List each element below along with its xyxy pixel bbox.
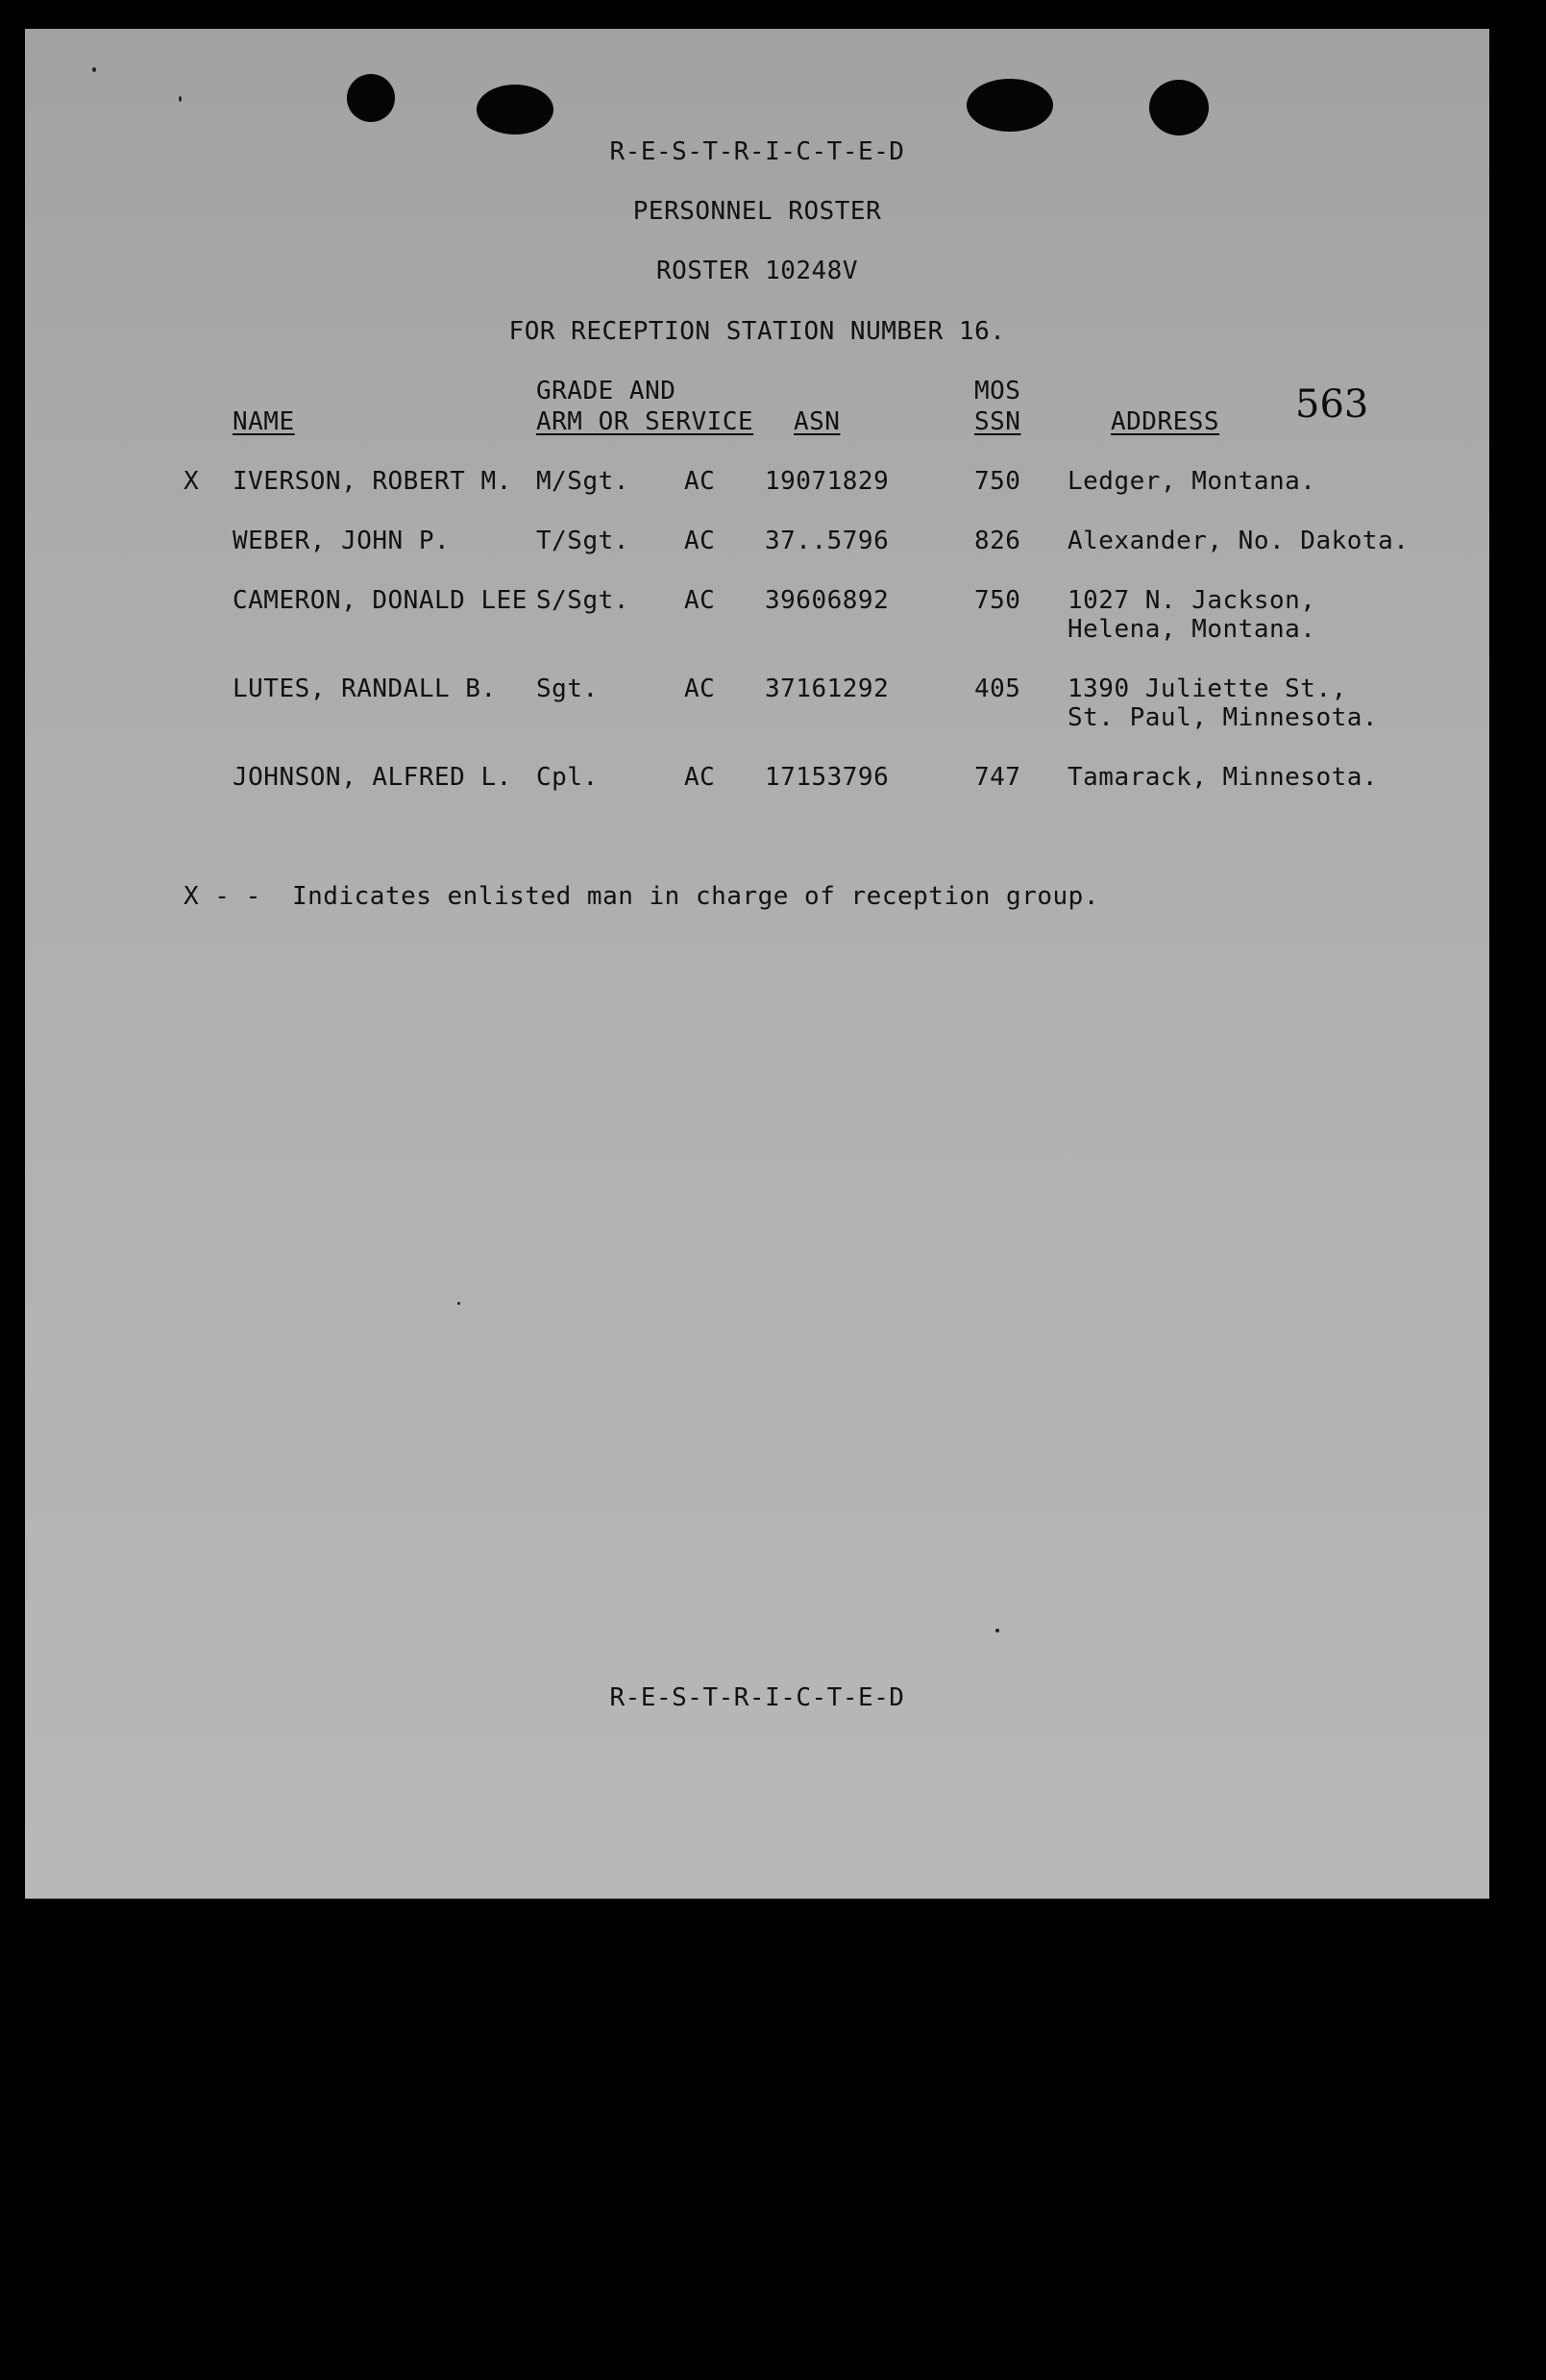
- row-address-line2: Helena, Montana.: [1067, 615, 1316, 644]
- table-row: [25, 467, 1489, 525]
- table-row: [25, 675, 1489, 732]
- row-grade: S/Sgt.: [536, 586, 629, 615]
- speck: [179, 96, 182, 102]
- row-grade: T/Sgt.: [536, 527, 629, 555]
- row-arm: AC: [684, 467, 716, 496]
- row-asn: 17153796: [765, 763, 890, 792]
- speck: [995, 1629, 999, 1632]
- station-line: FOR RECEPTION STATION NUMBER 16.: [508, 317, 1006, 346]
- page-number-stamp: 563: [1295, 382, 1369, 427]
- row-asn: 37161292: [765, 675, 890, 703]
- row-ssn: 750: [974, 467, 1021, 496]
- row-arm: AC: [684, 675, 716, 703]
- row-address-line2: St. Paul, Minnesota.: [1067, 703, 1379, 732]
- punch-hole: [967, 79, 1053, 132]
- row-address-line1: Alexander, No. Dakota.: [1067, 527, 1410, 555]
- row-grade: M/Sgt.: [536, 467, 629, 496]
- restricted-header: R-E-S-T-R-I-C-T-E-D: [609, 137, 905, 166]
- speck: [457, 1302, 460, 1305]
- footnote-text: Indicates enlisted man in charge of reception group.: [292, 882, 1099, 911]
- row-grade: Sgt.: [536, 675, 599, 703]
- punch-hole: [477, 85, 553, 135]
- row-ssn: 750: [974, 586, 1021, 615]
- row-asn: 37..5796: [765, 527, 890, 555]
- restricted-footer: R-E-S-T-R-I-C-T-E-D: [609, 1683, 905, 1712]
- column-header-grade-top: GRADE AND: [536, 377, 676, 405]
- row-name: CAMERON, DONALD LEE: [233, 586, 528, 615]
- row-name: WEBER, JOHN P.: [233, 527, 451, 555]
- row-name: JOHNSON, ALFRED L.: [233, 763, 512, 792]
- row-ssn: 747: [974, 763, 1021, 792]
- column-header-asn: ASN: [794, 407, 841, 436]
- table-row: [25, 763, 1489, 821]
- document-title: PERSONNEL ROSTER: [632, 197, 882, 226]
- document-page: [25, 29, 1489, 1899]
- row-ssn: 826: [974, 527, 1021, 555]
- row-arm: AC: [684, 586, 716, 615]
- row-address-line1: 1027 N. Jackson,: [1067, 586, 1316, 615]
- row-arm: AC: [684, 527, 716, 555]
- row-address-line1: 1390 Juliette St.,: [1067, 675, 1347, 703]
- punch-hole: [1149, 80, 1209, 135]
- row-name: LUTES, RANDALL B.: [233, 675, 497, 703]
- column-header-ssn: SSN: [974, 407, 1021, 436]
- row-asn: 19071829: [765, 467, 890, 496]
- row-asn: 39606892: [765, 586, 890, 615]
- column-header-mos-top: MOS: [974, 377, 1021, 405]
- punch-hole: [347, 74, 395, 122]
- row-ssn: 405: [974, 675, 1021, 703]
- speck: [92, 67, 96, 72]
- table-row: [25, 586, 1489, 644]
- column-header-address: ADDRESS: [1111, 407, 1220, 436]
- row-address-line1: Ledger, Montana.: [1067, 467, 1316, 496]
- roster-number: ROSTER 10248V: [656, 257, 858, 285]
- column-header-name: NAME: [233, 407, 295, 436]
- table-row: [25, 527, 1489, 584]
- row-address-line1: Tamarack, Minnesota.: [1067, 763, 1379, 792]
- row-grade: Cpl.: [536, 763, 599, 792]
- footnote-marker: X - -: [184, 882, 261, 911]
- column-header-grade-bottom: ARM OR SERVICE: [536, 407, 754, 436]
- row-arm: AC: [684, 763, 716, 792]
- row-mark: X: [184, 467, 200, 496]
- row-name: IVERSON, ROBERT M.: [233, 467, 512, 496]
